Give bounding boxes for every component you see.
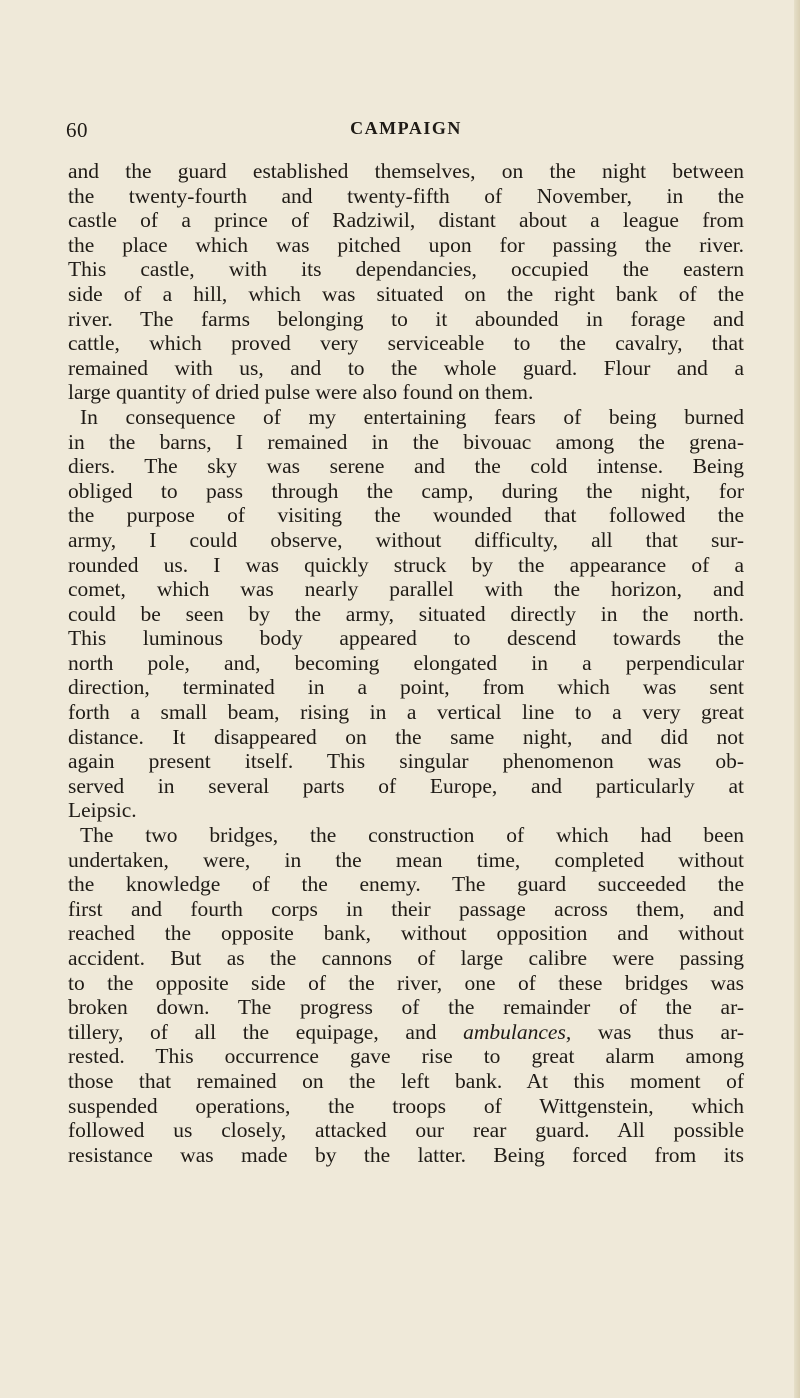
page-number: 60 <box>66 118 88 142</box>
text-line: cattle, which proved very serviceable to the cavalry, that <box>68 331 744 356</box>
running-title: CAMPAIGN <box>350 118 462 138</box>
text-line: served in several parts of Europe, and particularly at <box>68 773 744 798</box>
text-line: suspended operations, the troops of Wittgenstein, which <box>68 1093 744 1118</box>
text-line: again present itself. This singular phenomenon was ob- <box>68 749 744 774</box>
text-line: forth a small beam, rising in a vertical line to a very great <box>68 700 744 725</box>
text-line: and the guard established themselves, on the night between <box>68 159 744 183</box>
text-line: the knowledge of the enemy. The guard succeeded the <box>68 872 744 897</box>
text-line <box>68 1020 744 1045</box>
italic-word: ambulances, <box>463 1019 572 1044</box>
text-line: first and fourth corps in their passage across them, and <box>68 896 744 921</box>
text-line: comet, which was nearly parallel with the horizon, and <box>68 577 744 602</box>
running-head <box>66 118 746 148</box>
text-line: undertaken, were, in the mean time, completed without <box>68 847 744 872</box>
text-line: direction, terminated in a point, from which was sent <box>68 675 744 700</box>
line-part: tillery, of all the equipage, and <box>68 1019 437 1044</box>
text-line: broken down. The progress of the remainder of the ar- <box>68 995 744 1020</box>
text-line: resistance was made by the latter. Being forced from its <box>68 1142 744 1167</box>
text-line: obliged to pass through the camp, during the night, for <box>68 478 744 503</box>
text-line: north pole, and, becoming elongated in a perpendicular <box>68 650 744 675</box>
text-line: the place which was pitched upon for passing the river. <box>68 232 744 257</box>
text-line: distance. It disappeared on the same night, and did not <box>68 724 744 749</box>
text-line: This luminous body appeared to descend towards the <box>68 626 744 651</box>
text-line: side of a hill, which was situated on the right bank of the <box>68 281 744 306</box>
text-line: the purpose of visiting the wounded that followed the <box>68 503 744 528</box>
line-part: was thus ar- <box>597 1019 744 1044</box>
text-line: This castle, with its dependancies, occupied the eastern <box>68 257 744 282</box>
text-line: castle of a prince of Radziwil, distant about a league from <box>68 208 744 233</box>
text-line: to the opposite side of the river, one of these bridges was <box>68 970 744 995</box>
text-line: accident. But as the cannons of large calibre were passing <box>68 946 744 970</box>
text-line: large quantity of dried pulse were also found on them. <box>68 380 534 405</box>
body-text <box>68 159 744 1167</box>
text-line: rested. This occurrence gave rise to great alarm among <box>68 1044 744 1069</box>
text-line: army, I could observe, without difficulty, all that sur- <box>68 527 744 552</box>
text-line: in the barns, I remained in the bivouac among the grena- <box>68 429 744 454</box>
text-line: followed us closely, attacked our rear guard. All possible <box>68 1118 744 1143</box>
text-line: remained with us, and to the whole guard. Flour and a <box>68 355 744 380</box>
text-line: The two bridges, the construction of which had been <box>80 823 744 848</box>
text-line: reached the opposite bank, without opposition and without <box>68 921 744 946</box>
text-line: could be seen by the army, situated directly in the north. <box>68 601 744 626</box>
text-line: In consequence of my entertaining fears of being burned <box>80 404 744 429</box>
text-line: those that remained on the left bank. At this moment of <box>68 1068 744 1093</box>
text-line: Leipsic. <box>68 798 137 823</box>
text-line: the twenty-fourth and twenty-fifth of November, in the <box>68 183 744 208</box>
text-line: rounded us. I was quickly struck by the appearance of a <box>68 552 744 577</box>
page-edge <box>794 0 800 1398</box>
text-line: diers. The sky was serene and the cold intense. Being <box>68 454 744 479</box>
text-line: river. The farms belonging to it abounded in forage and <box>68 306 744 331</box>
